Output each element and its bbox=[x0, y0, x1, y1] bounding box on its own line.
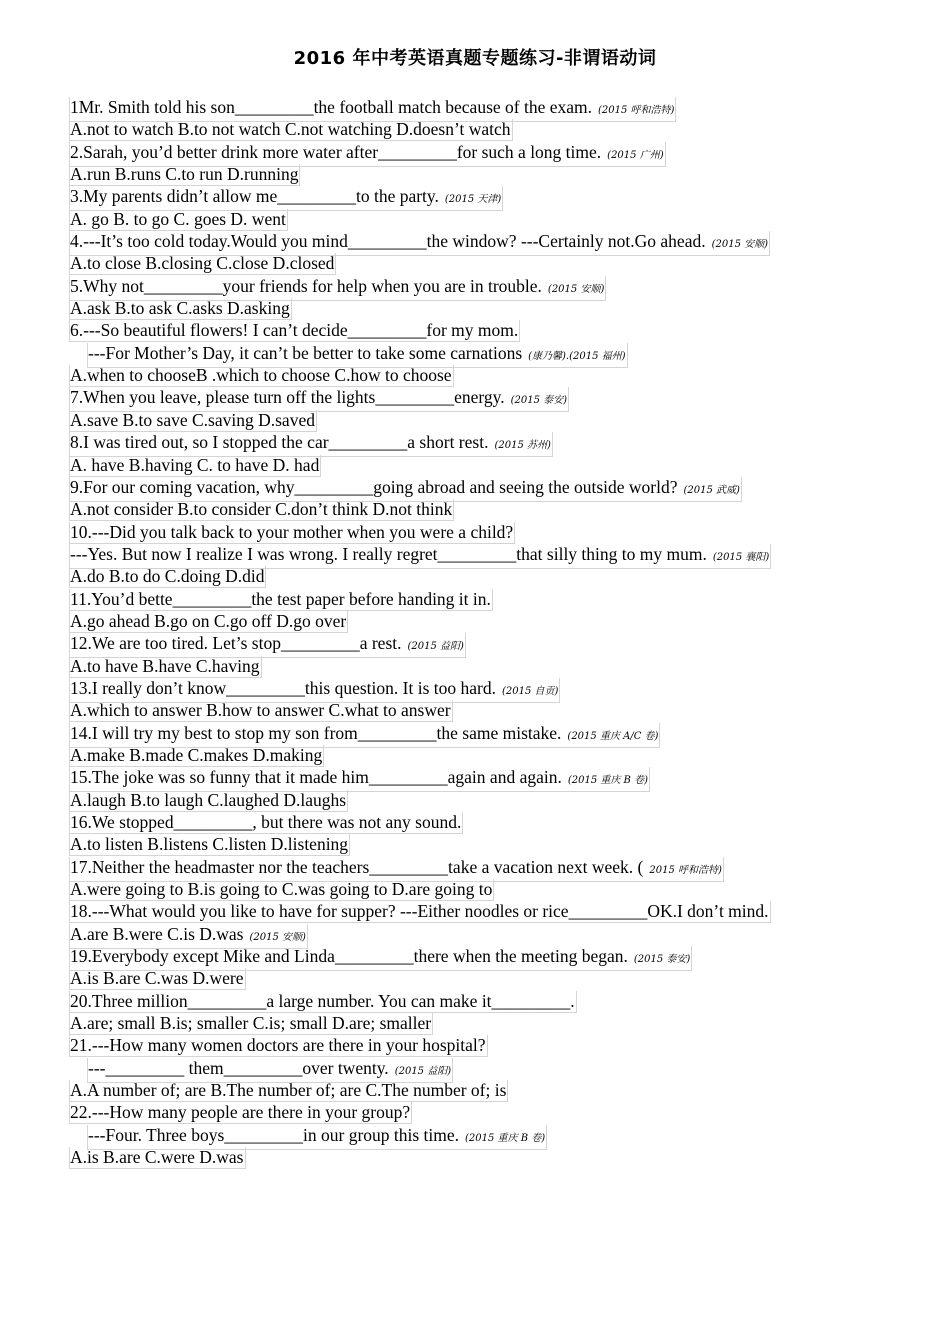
question-line bbox=[69, 342, 849, 364]
line-text-box bbox=[69, 410, 317, 432]
line-text-box bbox=[69, 1080, 508, 1102]
source-tag: (2015 泰安) bbox=[510, 395, 568, 407]
source-tag: (2015 苏州) bbox=[494, 440, 551, 452]
line-text: A.which to answer B.how to answer C.what to answer bbox=[70, 700, 451, 721]
line-text-box bbox=[69, 164, 300, 186]
question-line bbox=[69, 722, 849, 744]
question-line bbox=[69, 990, 849, 1012]
source-tag: 2015 呼和浩特) bbox=[649, 864, 722, 876]
line-text: A.go ahead B.go on C.go off D.go over bbox=[70, 610, 347, 631]
answer-options bbox=[69, 610, 849, 632]
question-line bbox=[69, 811, 849, 833]
line-text-box bbox=[69, 566, 266, 588]
source-tag: (2015 广州) bbox=[607, 149, 664, 161]
line-text-box bbox=[69, 790, 348, 812]
line-text-box bbox=[69, 834, 350, 856]
line-text: A.were going to B.is going to C.was going to D.are going to bbox=[70, 879, 493, 900]
question-line bbox=[69, 632, 849, 654]
source-tag: (2015 安顺) bbox=[547, 283, 605, 295]
source-tag: (2015 益阳) bbox=[407, 641, 464, 653]
line-text: 13.I really don’t know_________this question. It is too hard. bbox=[70, 677, 496, 698]
line-text: A.save B.to save C.saving D.saved bbox=[70, 409, 315, 430]
line-text: 20.Three million_________a large number. You can make it_________. bbox=[70, 990, 575, 1011]
line-text: 9.For our coming vacation, why_________going abroad and seeing the outside world? bbox=[70, 476, 678, 497]
source-tag: (2015 天津) bbox=[444, 194, 502, 206]
source-tag: (2015 自贡) bbox=[501, 685, 559, 697]
source-tag: (康乃馨).(2015 福州) bbox=[528, 350, 626, 362]
question-line bbox=[69, 96, 849, 118]
source-tag: (2015 安顺) bbox=[711, 239, 769, 251]
line-text: ---Yes. But now I realize I was wrong. I really regret_________that silly thing to my mum. bbox=[70, 543, 707, 564]
answer-options bbox=[69, 118, 849, 140]
line-text: A.to have B.have C.having bbox=[70, 655, 260, 676]
line-text: A.run B.runs C.to run D.running bbox=[70, 164, 299, 185]
question-line bbox=[69, 521, 849, 543]
line-text: A.laugh B.to laugh C.laughed D.laughs bbox=[70, 789, 347, 810]
line-text: 10.---Did you talk back to your mother when you were a child? bbox=[70, 521, 514, 542]
line-text: ---For Mother’s Day, it can’t be better to take some carnations bbox=[88, 342, 523, 363]
question-line bbox=[69, 185, 849, 207]
line-text: A.to close B.closing C.close D.closed bbox=[70, 253, 335, 274]
line-text-box bbox=[69, 700, 453, 722]
page-title: 2016 年中考英语真题专题练习-非谓语动词 bbox=[293, 48, 657, 69]
line-text: A.are; small B.is; smaller C.is; small D.are; smaller bbox=[70, 1013, 432, 1034]
line-text: 2.Sarah, you’d better drink more water after_________for such a long time. bbox=[70, 141, 602, 162]
line-text: ---_________ them_________over twenty. bbox=[88, 1057, 389, 1078]
line-text-box bbox=[69, 745, 324, 767]
source-tag: (2015 重庆 B 卷) bbox=[465, 1132, 546, 1144]
line-text: A.do B.to do C.doing D.did bbox=[70, 566, 265, 587]
question-line bbox=[69, 1101, 849, 1123]
line-text-box bbox=[69, 991, 577, 1013]
line-text: A.not to watch B.to not watch C.not watching D.doesn’t watch bbox=[70, 119, 511, 140]
line-text: 15.The joke was so funny that it made him_________again and again. bbox=[70, 767, 562, 788]
question-line bbox=[69, 141, 849, 163]
line-text: 22.---How many people are there in your group? bbox=[70, 1102, 411, 1123]
line-text: 12.We are too tired. Let’s stop_________a rest. bbox=[70, 633, 402, 654]
line-text-box bbox=[69, 589, 493, 611]
line-text: 18.---What would you like to have for supper? ---Either noodles or rice_________OK.I don’t mind. bbox=[70, 901, 769, 922]
source-tag: (2015 泰安) bbox=[633, 954, 691, 966]
line-text: A.not consider B.to consider C.don’t think D.not think bbox=[70, 499, 453, 520]
question-line bbox=[69, 543, 849, 565]
line-text: 14.I will try my best to stop my son from_________the same mistake. bbox=[70, 722, 562, 743]
question-line bbox=[69, 945, 849, 967]
question-line bbox=[69, 319, 849, 341]
line-text-box bbox=[69, 499, 454, 521]
line-text-box bbox=[69, 320, 520, 342]
source-tag: (2015 武威) bbox=[683, 484, 740, 496]
line-text-box bbox=[69, 611, 348, 633]
source-tag: (2015 重庆 A/C 卷) bbox=[567, 730, 659, 742]
line-text-box bbox=[69, 119, 513, 141]
question-line bbox=[69, 275, 849, 297]
source-tag: (2015 安顺) bbox=[249, 931, 306, 943]
line-text: A.A number of; are B.The number of; are C.The number of; is bbox=[70, 1080, 507, 1101]
line-text-box bbox=[69, 901, 771, 923]
line-text-box bbox=[69, 968, 246, 990]
answer-options bbox=[69, 923, 849, 945]
line-text: A.is B.are C.were D.was bbox=[70, 1147, 244, 1168]
line-text-box bbox=[69, 812, 463, 834]
line-text: 7.When you leave, please turn off the lights_________energy. bbox=[70, 387, 505, 408]
line-text: A. have B.having C. to have D. had bbox=[70, 454, 320, 475]
question-line bbox=[69, 230, 849, 252]
line-text: ---Four. Three boys_________in our group this time. bbox=[88, 1124, 460, 1145]
question-line bbox=[69, 856, 849, 878]
line-text: A. go B. to go C. goes D. went bbox=[70, 208, 286, 229]
line-text: A.make B.made C.makes D.making bbox=[70, 744, 323, 765]
line-text: 3.My parents didn’t allow me_________to the party. bbox=[70, 186, 439, 207]
line-text: 19.Everybody except Mike and Linda_________there when the meeting began. bbox=[70, 946, 628, 967]
line-text-box bbox=[69, 1147, 246, 1169]
answer-options bbox=[69, 878, 849, 900]
line-text: 17.Neither the headmaster nor the teachers_________take a vacation next week. ( bbox=[70, 856, 644, 877]
answer-options bbox=[69, 833, 849, 855]
source-tag: (2015 重庆 B 卷) bbox=[567, 775, 648, 787]
line-text-box bbox=[69, 298, 292, 320]
answer-options bbox=[69, 1012, 849, 1034]
line-text: 16.We stopped_________, but there was not any sound. bbox=[70, 812, 462, 832]
line-text: 1Mr. Smith told his son_________the football match because of the exam. bbox=[70, 97, 593, 117]
line-text: A.ask B.to ask C.asks D.asking bbox=[70, 298, 290, 319]
question-line bbox=[69, 900, 849, 922]
question-line bbox=[69, 766, 849, 788]
line-text: 5.Why not_________your friends for help when you are in trouble. bbox=[70, 275, 542, 296]
line-text: 8.I was tired out, so I stopped the car_________a short rest. bbox=[70, 432, 489, 453]
source-tag: (2015 襄阳) bbox=[712, 551, 770, 563]
line-text-box bbox=[69, 253, 336, 275]
question-line bbox=[69, 431, 849, 453]
line-text-box bbox=[69, 1013, 433, 1035]
line-text-box bbox=[69, 209, 288, 231]
line-text-box bbox=[69, 522, 515, 544]
question-line bbox=[69, 476, 849, 498]
question-line bbox=[69, 677, 849, 699]
line-text-box bbox=[69, 365, 454, 387]
answer-options bbox=[69, 1079, 849, 1101]
line-text: 4.---It’s too cold today.Would you mind_________the window? ---Certainly not.Go ahead. bbox=[70, 231, 706, 252]
question-line bbox=[69, 1057, 849, 1079]
line-text-box bbox=[69, 1102, 412, 1124]
line-text-box bbox=[69, 656, 262, 678]
line-text: A.is B.are C.was D.were bbox=[70, 968, 244, 989]
line-text: 6.---So beautiful flowers! I can’t decide_________for my mom. bbox=[70, 320, 519, 341]
question-line bbox=[69, 1034, 849, 1056]
line-text-box bbox=[69, 1035, 488, 1057]
question-line bbox=[69, 588, 849, 610]
line-text-box bbox=[69, 455, 321, 477]
question-line bbox=[69, 386, 849, 408]
source-tag: (2015 呼和浩特) bbox=[598, 105, 675, 116]
line-text: A.are B.were C.is D.was bbox=[70, 923, 244, 944]
source-tag: (2015 益阳) bbox=[394, 1065, 452, 1077]
line-text: A.when to chooseB .which to choose C.how to choose bbox=[70, 365, 452, 386]
line-text-box bbox=[69, 879, 494, 901]
question-line bbox=[69, 1124, 849, 1146]
line-text: A.to listen B.listens C.listen D.listening bbox=[70, 834, 349, 855]
exercise-list bbox=[69, 96, 849, 1169]
line-text: 11.You’d bette_________the test paper before handing it in. bbox=[70, 588, 491, 609]
line-text: 21.---How many women doctors are there in your hospital? bbox=[70, 1035, 486, 1056]
